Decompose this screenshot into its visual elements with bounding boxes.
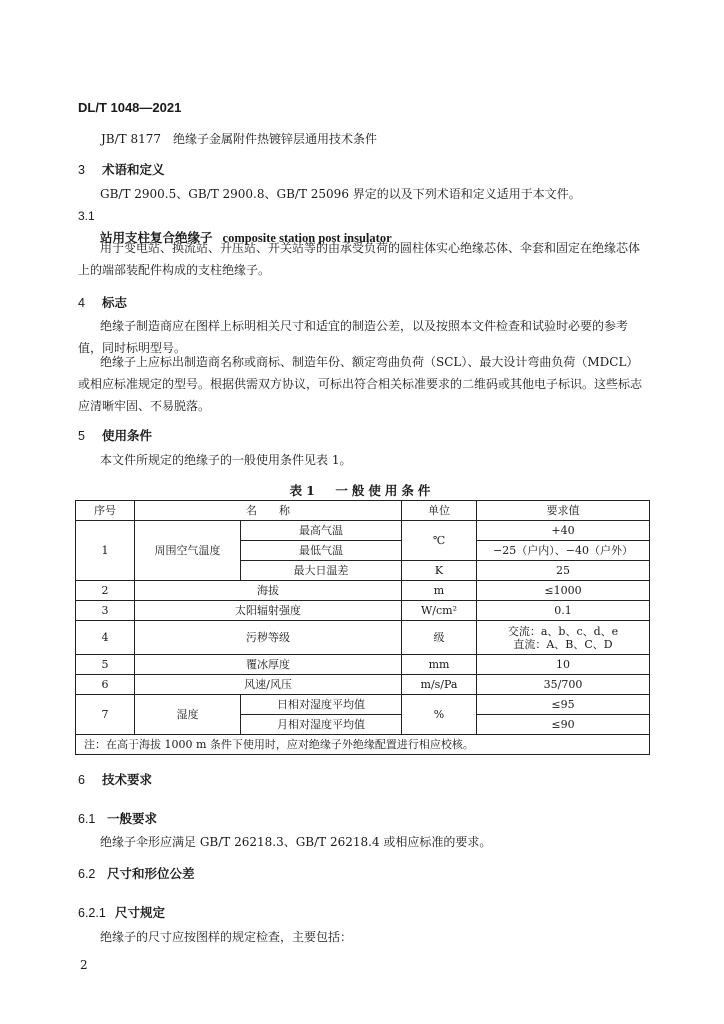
cell-unit: W/cm² [402,601,477,621]
cell-value: 0.1 [477,601,650,621]
section-number: 5 [78,429,85,443]
cell-seq: 2 [76,581,135,601]
header-unit: 单位 [402,501,477,521]
cell-value: ≤1000 [477,581,650,601]
section-4-paragraph-1: 绝缘子制造商应在图样上标明相关尺寸和适宜的制造公差，以及按照本文件检查和试验时必要的参考值，同时标明型号。 [78,319,629,355]
term-definition: 用于变电站、换流站、升压站、开关站等的由承受负荷的圆柱体实心绝缘芯体、伞套和固定在绝缘芯体上的端部装配件构成的支柱绝缘子。 [78,241,641,277]
value-line-dc: 直流：A、B、C、D [513,637,613,651]
table-caption: 表1 一般使用条件 [289,483,435,498]
usage-conditions-table [75,500,650,755]
section-4-paragraph-2: 绝缘子上应标出制造商名称或商标、制造年份、额定弯曲负荷（SCL）、最大设计弯曲负荷（MDCL）或相应标准规定的型号。根据供需双方协议，可标出符合相关标准要求的二维码或其他电子标识。这些标志应清晰牢固、不易脱落。 [78,355,643,413]
section-6-heading [78,770,152,788]
table-row [76,675,650,695]
cell-value: 25 [477,561,650,581]
cell-name: 覆冰厚度 [135,655,402,675]
table-row [76,621,650,655]
cell-item: 最低气温 [241,541,402,561]
cell-seq: 3 [76,601,135,621]
cell-group: 周围空气温度 [135,521,241,581]
cell-name: 污秽等级 [135,621,402,655]
cell-unit: ℃ [402,521,477,561]
cell-unit: % [402,695,477,735]
subsection-title: 尺寸规定 [115,905,166,920]
cell-value: ≤90 [477,715,650,735]
cell-unit: mm [402,655,477,675]
subsection-6-2-1-heading [78,903,165,921]
term-number: 3.1 [78,209,95,223]
table-row [76,521,650,541]
cell-unit: m/s/Pa [402,675,477,695]
cell-value: 35/700 [477,675,650,695]
table-note: 注：在高于海拔 1000 m 条件下使用时，应对绝缘子外绝缘配置进行相应校核。 [76,735,650,755]
header-required-value: 要求值 [477,501,650,521]
value-line-ac: 交流：a、b、c、d、e [507,624,619,638]
table-header-row [76,501,650,521]
section-title: 标志 [102,295,128,310]
section-title: 技术要求 [102,772,153,787]
cell-name: 太阳辐射强度 [135,601,402,621]
subsection-number: 6.2.1 [78,906,106,920]
cell-unit: K [402,561,477,581]
cell-seq: 1 [76,521,135,581]
section-number: 3 [78,163,85,177]
cell-name: 风速/风压 [135,675,402,695]
section-5-heading [78,426,152,444]
section-title: 术语和定义 [102,162,165,177]
normative-reference-line: JB/T 8177 绝缘子金属附件热镀锌层通用技术条件 [101,132,378,146]
section-number: 4 [78,296,85,310]
cell-seq: 4 [76,621,135,655]
cell-value: +40 [477,521,650,541]
subsection-title: 一般要求 [107,811,158,826]
cell-value: 10 [477,655,650,675]
cell-item: 月相对湿度平均值 [241,715,402,735]
table-row [76,601,650,621]
cell-value: −25（户内）、−40（户外） [477,541,650,561]
subsection-6-1-heading [78,809,157,827]
table-note-row [76,735,650,755]
section-5-paragraph: 本文件所规定的绝缘子的一般使用条件见表 1。 [100,453,352,467]
subsection-title: 尺寸和形位公差 [107,866,195,881]
cell-name: 海拔 [135,581,402,601]
subsection-6-2-1-paragraph: 绝缘子的尺寸应按图样的规定检查，主要包括： [100,930,353,944]
subsection-number: 6.1 [78,812,96,826]
term-chinese: 站用支柱复合绝缘子 [100,230,213,245]
table-row [76,695,650,715]
header-name: 名 称 [135,501,402,521]
cell-unit: m [402,581,477,601]
term-english: composite station post insulator [222,231,392,245]
cell-unit: 级 [402,621,477,655]
page-number: 2 [80,958,88,972]
table-row [76,655,650,675]
subsection-number: 6.2 [78,867,96,881]
subsection-6-1-paragraph: 绝缘子伞形应满足 GB/T 26218.3、GB/T 26218.4 或相应标准的要求。 [100,835,492,849]
section-3-intro: GB/T 2900.5、GB/T 2900.8、GB/T 25096 界定的以及下列术语和定义适用于本文件。 [100,187,581,201]
section-4-heading [78,293,127,311]
cell-seq: 6 [76,675,135,695]
cell-value [477,621,650,655]
cell-seq: 5 [76,655,135,675]
cell-item: 最大日温差 [241,561,402,581]
cell-item: 最高气温 [241,521,402,541]
cell-seq: 7 [76,695,135,735]
section-title: 使用条件 [102,428,153,443]
table-row [76,581,650,601]
cell-value: ≤95 [477,695,650,715]
standard-number: DL/T 1048—2021 [78,100,182,115]
header-seq: 序号 [76,501,135,521]
cell-item: 日相对湿度平均值 [241,695,402,715]
section-3-heading [78,160,165,178]
subsection-6-2-heading [78,864,195,882]
cell-group: 湿度 [135,695,241,735]
section-number: 6 [78,773,85,787]
